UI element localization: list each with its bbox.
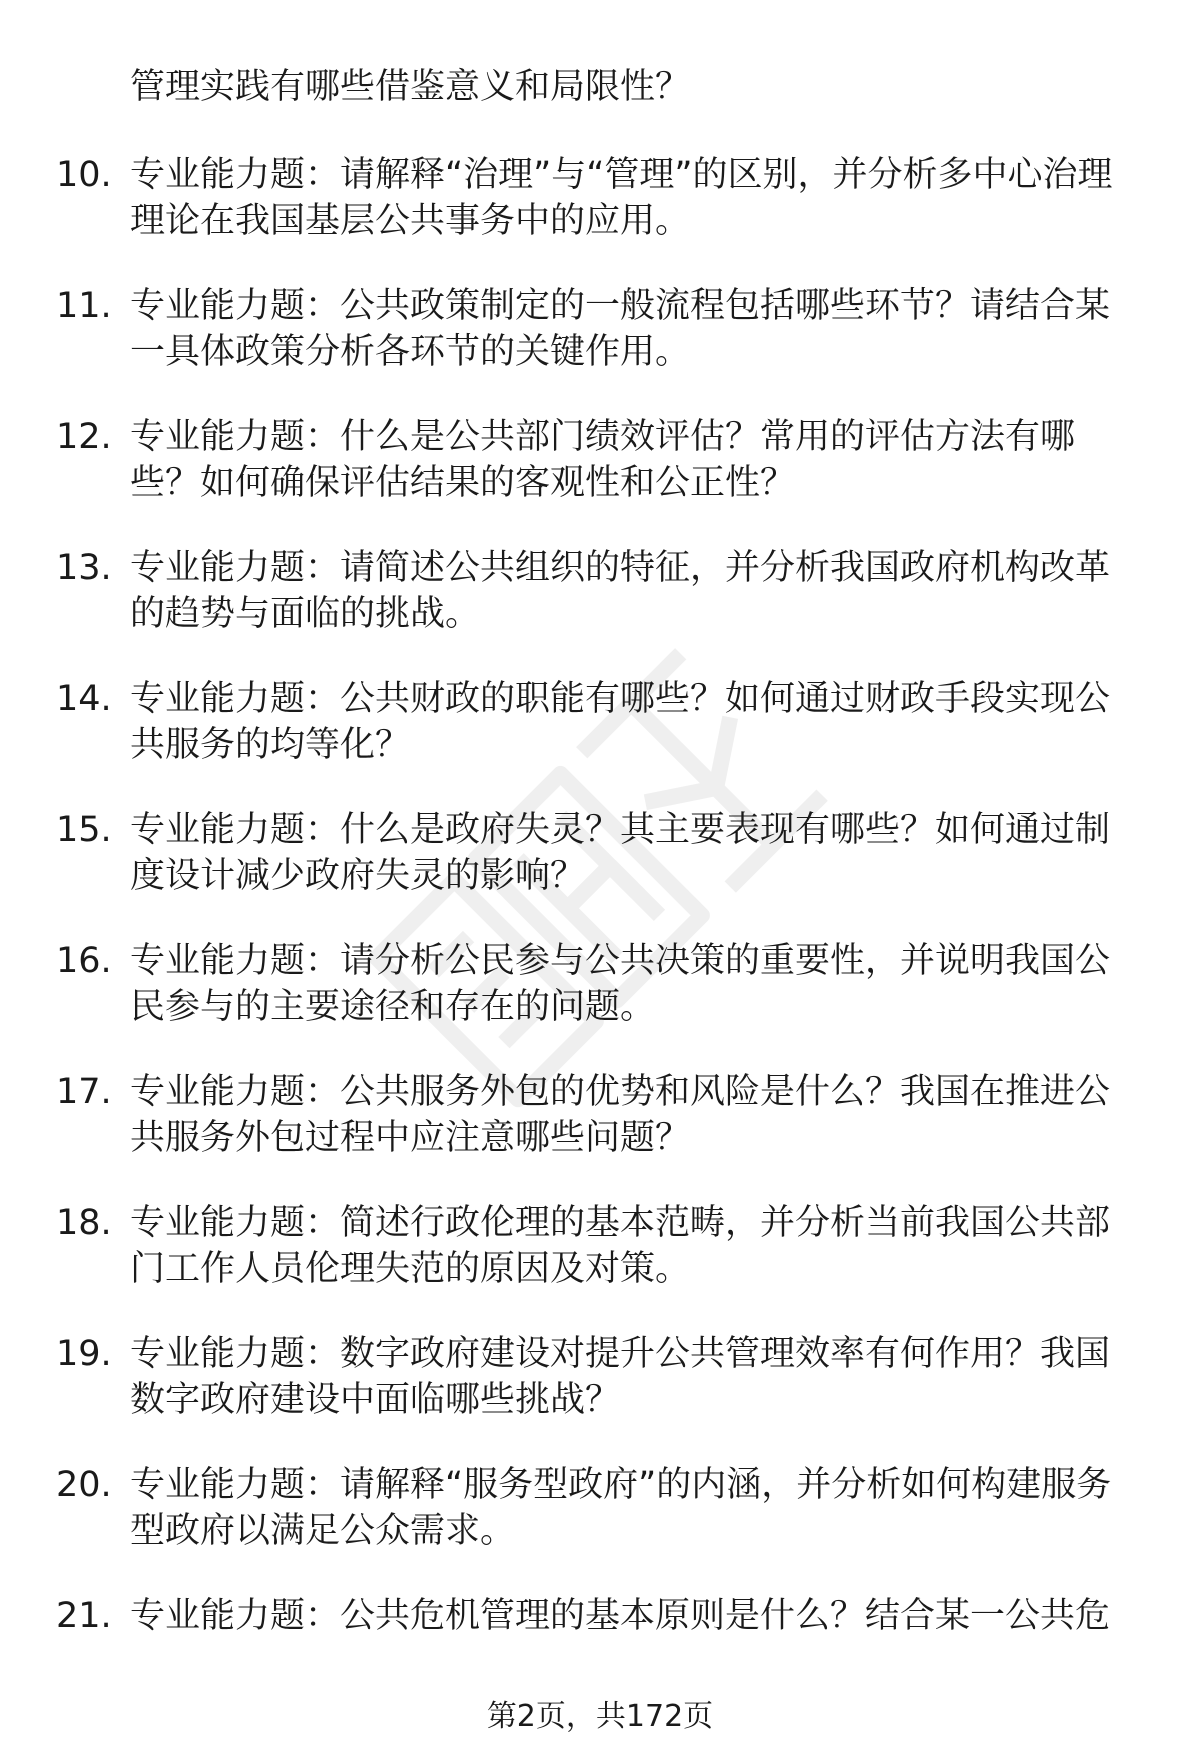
question-text: 专业能力题：公共危机管理的基本原则是什么？结合某一公共危 <box>130 1596 1111 1636</box>
question-item <box>0 938 1200 1069</box>
question-item <box>0 283 1200 414</box>
question-number: 16. <box>56 941 112 981</box>
question-list <box>0 152 1200 1724</box>
question-number: 17. <box>56 1072 112 1112</box>
question-number: 12. <box>56 417 112 457</box>
question-text: 专业能力题：请解释“服务型政府”的内涵，并分析如何构建服务型政府以满足公众需求。 <box>130 1465 1112 1551</box>
question-text: 专业能力题：简述行政伦理的基本范畴，并分析当前我国公共部门工作人员伦理失范的原因及对策。 <box>130 1203 1111 1289</box>
question-item <box>0 1331 1200 1462</box>
question-number: 21. <box>56 1596 112 1636</box>
question-item <box>0 414 1200 545</box>
question-number: 20. <box>56 1465 112 1505</box>
question-text: 专业能力题：请分析公民参与公共决策的重要性，并说明我国公民参与的主要途径和存在的问题。 <box>130 941 1111 1027</box>
question-item <box>0 1462 1200 1593</box>
question-number: 14. <box>56 679 112 719</box>
question-text: 专业能力题：什么是政府失灵？其主要表现有哪些？如何通过制度设计减少政府失灵的影响？ <box>130 810 1111 896</box>
question-number: 13. <box>56 548 112 588</box>
question-item <box>0 676 1200 807</box>
page-indicator: 第2页，共172页 <box>486 1699 714 1734</box>
question-text: 专业能力题：数字政府建设对提升公共管理效率有何作用？我国数字政府建设中面临哪些挑战？ <box>130 1334 1111 1420</box>
question-number: 18. <box>56 1203 112 1243</box>
question-text: 专业能力题：什么是公共部门绩效评估？常用的评估方法有哪些？如何确保评估结果的客观性和公正性？ <box>130 417 1076 503</box>
question-item <box>0 807 1200 938</box>
question-number: 15. <box>56 810 112 850</box>
question-number: 11. <box>56 286 112 326</box>
question-item <box>0 1069 1200 1200</box>
question-item <box>0 545 1200 676</box>
question-item <box>0 1200 1200 1331</box>
question-number: 10. <box>56 155 112 195</box>
question-text: 专业能力题：公共服务外包的优势和风险是什么？我国在推进公共服务外包过程中应注意哪些问题？ <box>130 1072 1111 1158</box>
question-item <box>0 152 1200 283</box>
question-text: 专业能力题：请解释“治理”与“管理”的区别，并分析多中心治理理论在我国基层公共事务中的应用。 <box>130 155 1113 241</box>
question-number: 19. <box>56 1334 112 1374</box>
question-text: 专业能力题：公共财政的职能有哪些？如何通过财政手段实现公共服务的均等化？ <box>130 679 1111 765</box>
question-text: 专业能力题：公共政策制定的一般流程包括哪些环节？请结合某一具体政策分析各环节的关键作用。 <box>130 286 1111 372</box>
continuation-text: 管理实践有哪些借鉴意义和局限性？ <box>130 67 691 107</box>
question-text: 专业能力题：请简述公共组织的特征，并分析我国政府机构改革的趋势与面临的挑战。 <box>130 548 1111 634</box>
